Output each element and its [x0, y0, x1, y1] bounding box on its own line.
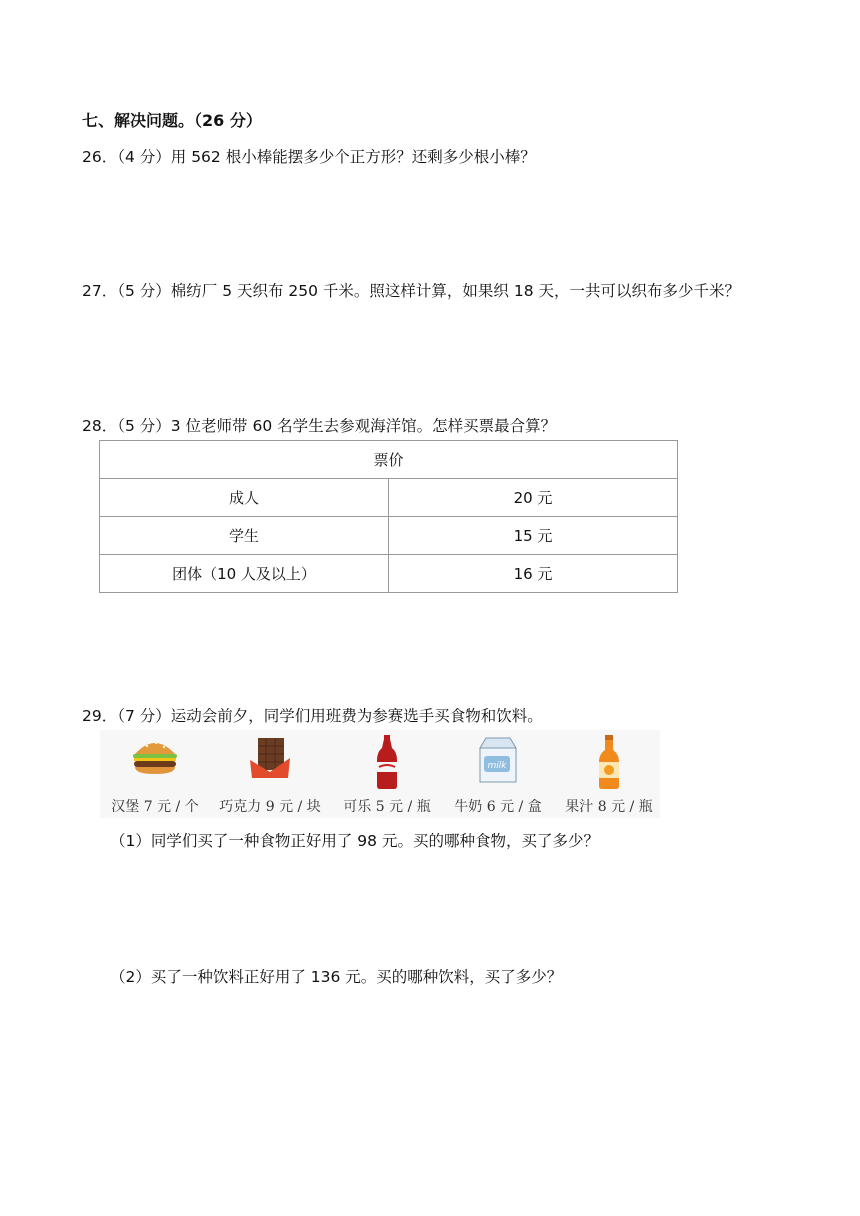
item-price-strip: [100, 730, 660, 818]
item-juice: [554, 730, 664, 818]
ticket-price-cell: 15 元: [389, 517, 678, 555]
table-row: [100, 517, 678, 555]
item-milk: [443, 730, 553, 818]
ticket-type-cell: 学生: [100, 517, 389, 555]
item-cola: [332, 730, 442, 818]
item-label: 果汁 8 元 / 瓶: [565, 799, 653, 815]
item-hamburger: [100, 730, 210, 818]
table-row: [100, 555, 678, 593]
ticket-price-table: [99, 440, 678, 593]
question-29-part-2: （2）买了一种饮料正好用了 136 元。买的哪种饮料，买了多少？: [110, 968, 563, 986]
ticket-type-cell: 成人: [100, 479, 389, 517]
item-chocolate: [215, 730, 325, 818]
section-heading: 七、解决问题。（26 分）: [82, 111, 262, 130]
table-header-row: [100, 441, 678, 479]
juice-bottle-icon: [594, 734, 624, 790]
ticket-type-cell: 团体（10 人及以上）: [100, 555, 389, 593]
item-label: 可乐 5 元 / 瓶: [343, 799, 431, 815]
question-27: 27．（5 分）棉纺厂 5 天织布 250 千米。照这样计算，如果织 18 天，一共可以织布多少千米？: [82, 282, 740, 300]
question-28: 28．（5 分）3 位老师带 60 名学生去参观海洋馆。怎样买票最合算？: [82, 417, 557, 435]
ticket-price-cell: 16 元: [389, 555, 678, 593]
item-label: 汉堡 7 元 / 个: [111, 799, 199, 815]
question-29: 29．（7 分）运动会前夕，同学们用班费为参赛选手买食物和饮料。: [82, 707, 543, 725]
item-label: 巧克力 9 元 / 块: [219, 799, 321, 815]
table-row: [100, 479, 678, 517]
item-label: 牛奶 6 元 / 盒: [454, 799, 542, 815]
hamburger-icon: [129, 734, 181, 778]
question-26: 26．（4 分）用 562 根小棒能摆多少个正方形？还剩多少根小棒？: [82, 148, 536, 166]
svg-text:milk: milk: [487, 761, 507, 771]
cola-bottle-icon: [372, 734, 402, 790]
chocolate-icon: [244, 734, 296, 784]
table-header: 票价: [100, 441, 678, 479]
milk-carton-icon: [476, 734, 520, 784]
ticket-price-cell: 20 元: [389, 479, 678, 517]
question-29-part-1: （1）同学们买了一种食物正好用了 98 元。买的哪种食物，买了多少？: [110, 832, 599, 850]
